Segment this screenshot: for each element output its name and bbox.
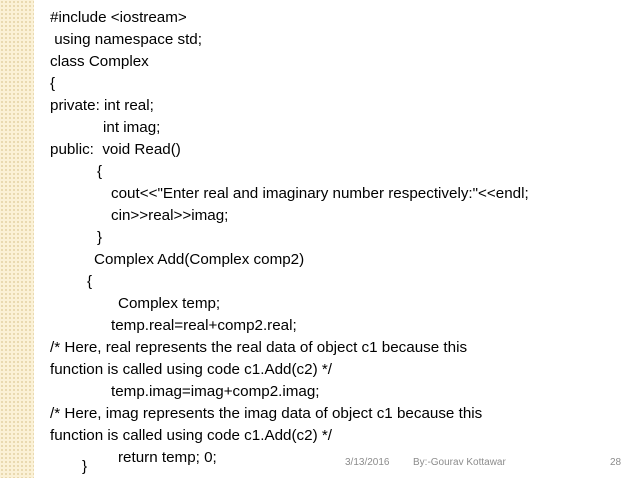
code-line: {	[87, 273, 93, 290]
code-line: function is called using code c1.Add(c2) */	[50, 427, 332, 444]
code-line: cin>>real>>imag;	[111, 207, 229, 224]
code-line: Complex Add(Complex comp2)	[94, 251, 305, 268]
code-line: using namespace std;	[50, 31, 202, 48]
footer-date: 3/13/2016	[345, 457, 390, 468]
footer-page-number: 28	[610, 457, 622, 468]
code-line: #include <iostream>	[50, 9, 187, 26]
code-line: return temp; 0;	[118, 449, 217, 466]
code-line: temp.imag=imag+comp2.imag;	[111, 383, 320, 400]
code-line: class Complex	[50, 53, 149, 70]
code-line: }	[82, 458, 88, 475]
code-line: Complex temp;	[118, 295, 221, 312]
footer-author: By:-Gourav Kottawar	[413, 457, 506, 468]
code-line: {	[97, 163, 103, 180]
code-line: function is called using code c1.Add(c2) */	[50, 361, 332, 378]
code-line: }	[97, 229, 103, 246]
code-line: {	[50, 75, 56, 92]
code-line: /* Here, imag represents the imag data of object c1 because this	[50, 405, 483, 422]
code-line: int imag;	[103, 119, 161, 136]
code-line: public: void Read()	[50, 141, 181, 158]
code-line: temp.real=real+comp2.real;	[111, 317, 297, 334]
code-line: /* Here, real represents the real data of object c1 because this	[50, 339, 468, 356]
code-line: cout<<"Enter real and imaginary number respectively:"<<endl;	[111, 185, 529, 202]
code-line: private: int real;	[50, 97, 154, 114]
